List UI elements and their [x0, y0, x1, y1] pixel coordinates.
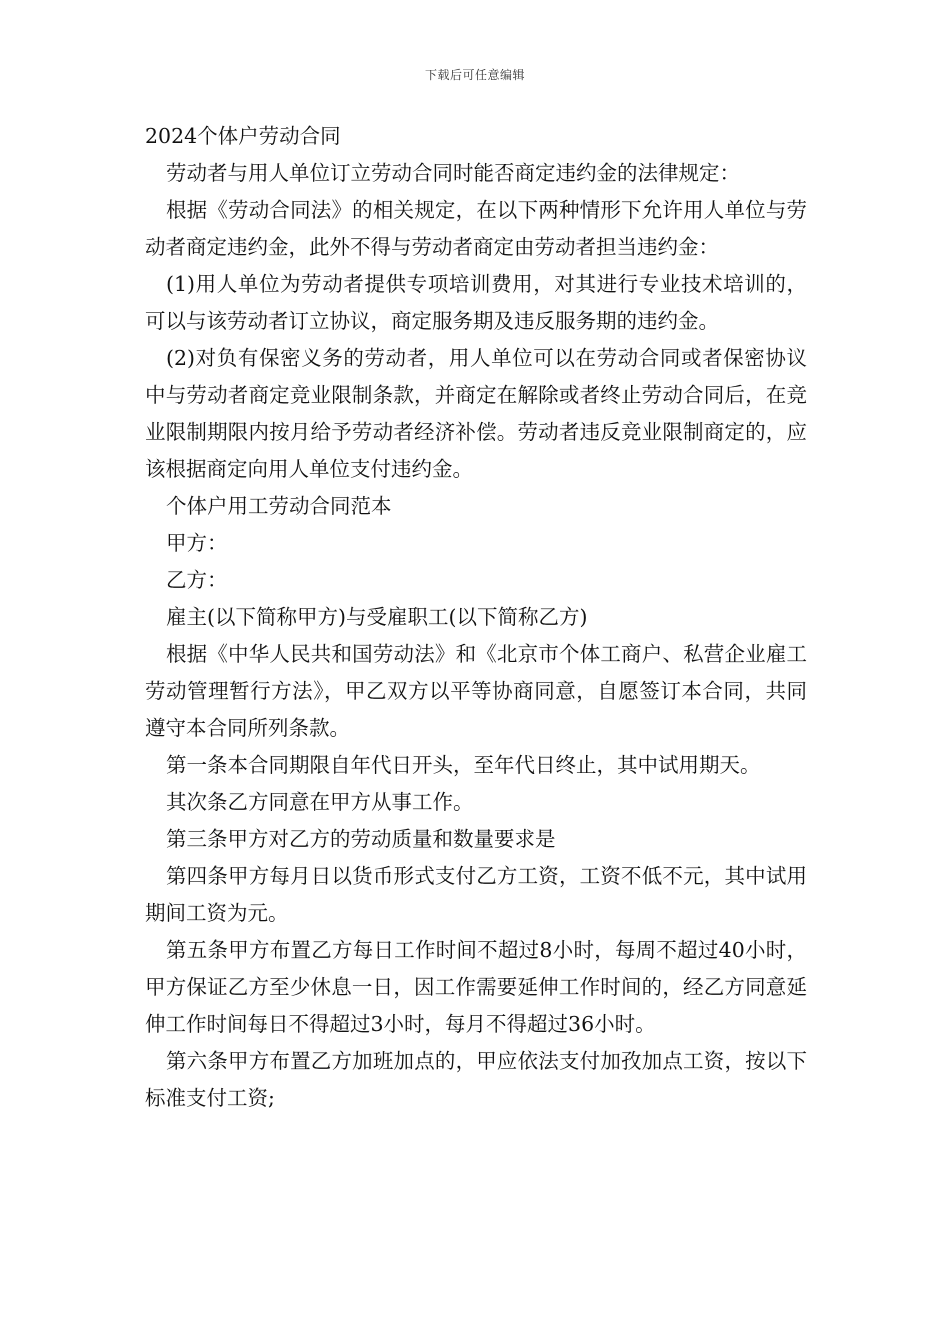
paragraph: 个体户用工劳动合同范本	[166, 494, 392, 518]
document-body	[145, 118, 807, 1117]
paragraph: 劳动者与用人单位订立劳动合同时能否商定违约金的法律规定：	[166, 161, 740, 185]
paragraph: 第一条本合同期限自年代日开头，至年代日终止，其中试用期天。	[166, 753, 761, 777]
paragraph: 第四条甲方每月日以货币形式支付乙方工资，工资不低不元，其中试用期间工资为元。	[145, 864, 807, 925]
paragraph: 乙方：	[166, 568, 228, 592]
paragraph: 甲方：	[166, 531, 228, 555]
paragraph: (1)用人单位为劳动者提供专项培训费用，对其进行专业技术培训的，可以与该劳动者订立协议，商定服务期及违反服务期的违约金。	[145, 272, 807, 333]
paragraph: (2)对负有保密义务的劳动者，用人单位可以在劳动合同或者保密协议中与劳动者商定竞业限制条款，并商定在解除或者终止劳动合同后，在竞业限制期限内按月给予劳动者经济补偿。劳动者违反竞业限制商定的，应该根据商定向用人单位支付违约金。	[145, 346, 807, 481]
page-header: 下载后可任意编辑	[424, 68, 525, 82]
paragraph: 第三条甲方对乙方的劳动质量和数量要求是	[166, 827, 556, 851]
paragraph: 根据《劳动合同法》的相关规定，在以下两种情形下允许用人单位与劳动者商定违约金，此外不得与劳动者商定由劳动者担当违约金：	[145, 198, 807, 259]
paragraph: 其次条乙方同意在甲方从事工作。	[166, 790, 474, 814]
document-title: 2024个体户劳动合同	[145, 124, 341, 148]
paragraph: 根据《中华人民共和国劳动法》和《北京市个体工商户、私营企业雇工劳动管理暂行方法》，甲乙双方以平等协商同意，自愿签订本合同，共同遵守本合同所列条款。	[145, 642, 807, 740]
paragraph: 第六条甲方布置乙方加班加点的，甲应依法支付加孜加点工资，按以下标准支付工资;	[145, 1049, 807, 1110]
paragraph: 第五条甲方布置乙方每日工作时间不超过8小时，每周不超过40小时，甲方保证乙方至少休息一日，因工作需要延伸工作时间的，经乙方同意延伸工作时间每日不得超过3小时，每月不得超过36小时。	[145, 938, 807, 1036]
paragraph: 雇主(以下简称甲方)与受雇职工(以下简称乙方)	[166, 605, 588, 629]
